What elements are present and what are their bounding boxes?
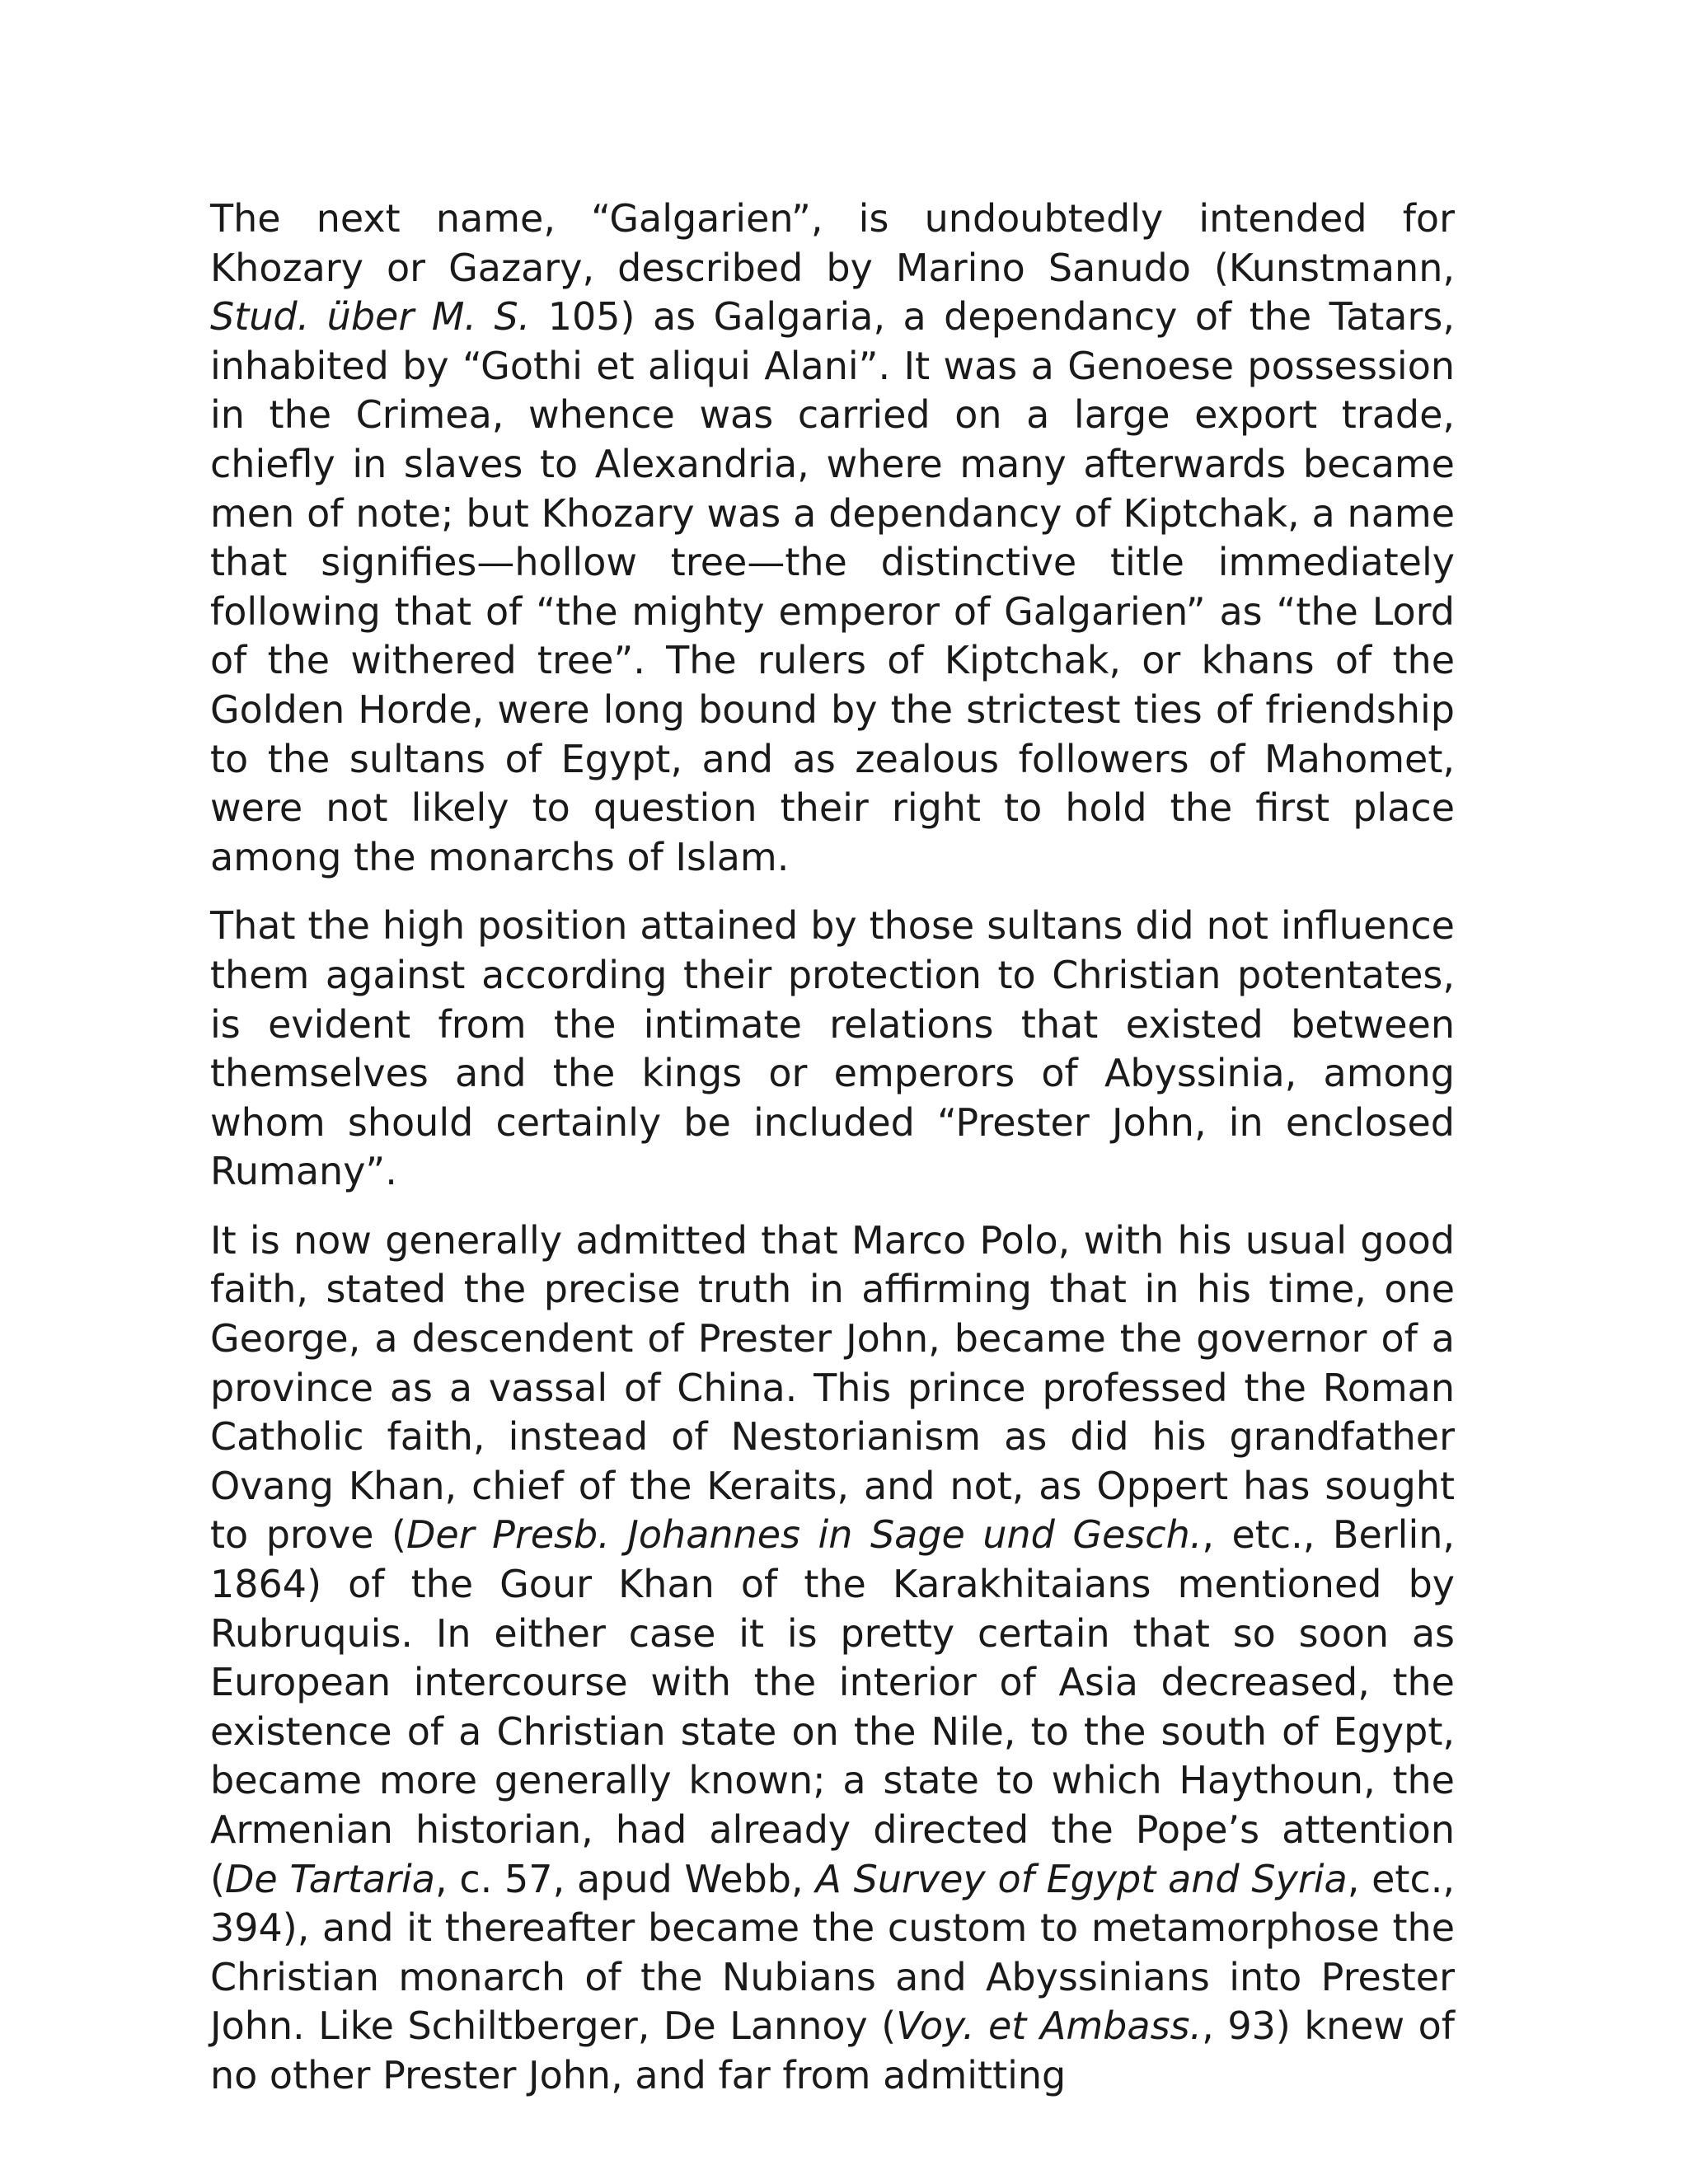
italic-citation: De Tartaria xyxy=(224,1856,435,1901)
paragraph-sultans xyxy=(210,902,1455,1197)
italic-citation: Stud. über M. S. xyxy=(210,294,531,340)
paragraph-galgarien xyxy=(210,194,1455,882)
italic-citation: Voy. et Ambass. xyxy=(896,2004,1203,2049)
italic-citation: A Survey of Egypt and Syria xyxy=(815,1856,1348,1901)
text-segment: , 93) knew of no other Prester John, and far from admitting xyxy=(210,2004,1455,2097)
text-segment: The next name, “Galgarien”, is undoubtedly intended for Khozary or Gazary, described by Marino Sanudo (Kunstmann, xyxy=(210,196,1455,290)
text-segment: That the high position attained by those sultans did not influence them against according their protection to Christian potentates, is evident from the intimate relations that existed between themselves and the kings or emperors of Abyssinia, among whom should certainly be included “Prester John, in enclosed Rumany”. xyxy=(210,903,1455,1194)
text-segment: , etc., 394), and it thereafter became the custom to metamorphose the Christian monarch of the Nubians and Abyssinians into Prester John. Like Schiltberger, De Lannoy ( xyxy=(210,1856,1455,2049)
text-segment: 105) as Galgaria, a dependancy of the Tatars, inhabited by “Gothi et aliqui Alani”. It was a Genoese possession in the Crimea, whence was carried on a large export trade, chiefly in slaves to Alexandria, where many afterwards became men of note; but Khozary was a dependancy of Kiptchak, a name that signifies—hollow tree—the distinctive title immediately following that of “the mighty emperor of Galgarien” as “the Lord of the withered tree”. The rulers of Kiptchak, or khans of the Golden Horde, were long bound by the strictest ties of friendship to the sultans of Egypt, and as zealous followers of Mahomet, were not likely to question their right to hold the first place among the monarchs of Islam. xyxy=(210,294,1455,879)
text-segment: , c. 57, apud Webb, xyxy=(434,1856,816,1901)
page-body xyxy=(210,194,1455,2121)
text-segment: , etc., Berlin, 1864) of the Gour Khan of the Karakhitaians mentioned by Rubruquis. In either case it is pretty certain that so soon as European intercourse with the interior of Asia decreased, the existence of a Christian state on the Nile, to the south of Egypt, became more generally known; a state to which Haythoun, the Armenian historian, had already directed the Pope’s attention ( xyxy=(210,1512,1455,1901)
text-segment: It is now generally admitted that Marco Polo, with his usual good faith, stated the precise truth in affirming that in his time, one George, a descendent of Prester John, became the governor of a province as a vassal of China. This prince professed the Roman Catholic faith, instead of Nestorianism as did his grandfather Ovang Khan, chief of the Keraits, and not, as Oppert has sought to prove ( xyxy=(210,1217,1455,1558)
italic-citation: Der Presb. Johannes in Sage und Gesch. xyxy=(406,1512,1203,1558)
paragraph-prester-john xyxy=(210,1216,1455,2101)
